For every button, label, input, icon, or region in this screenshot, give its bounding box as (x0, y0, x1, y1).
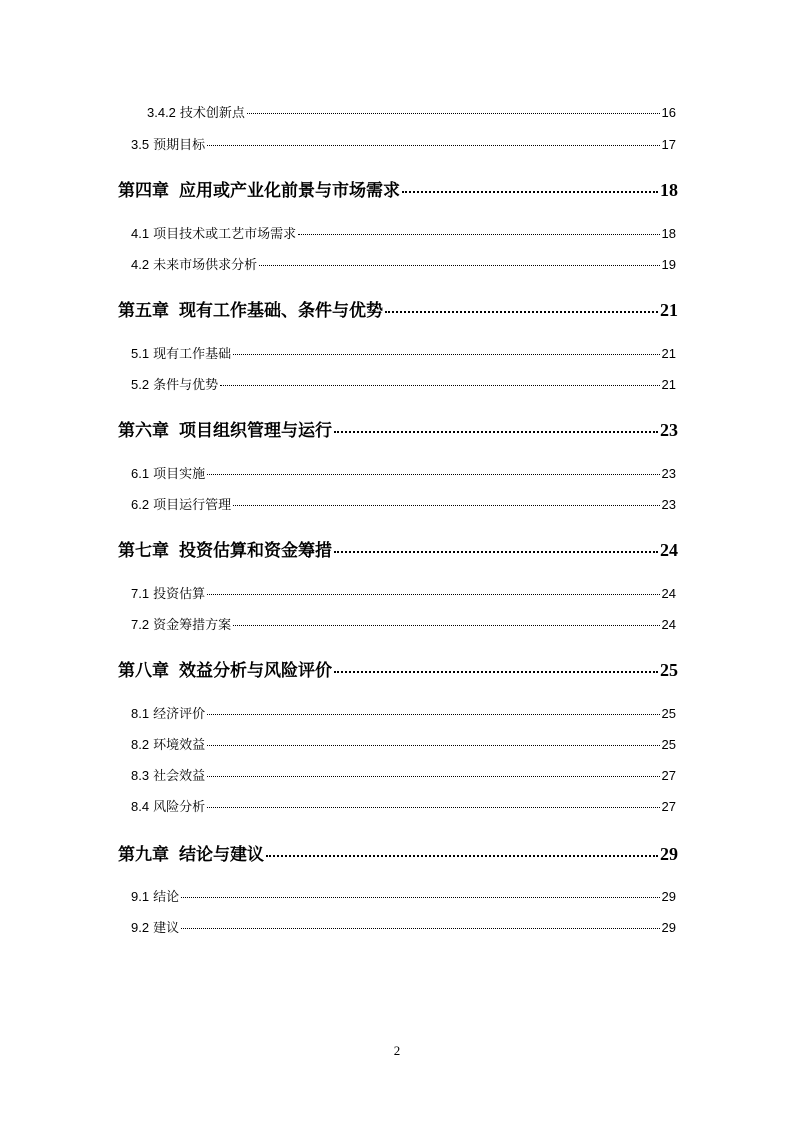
toc-entry-page: 27 (661, 799, 676, 814)
dot-leader (207, 807, 659, 808)
toc-chapter-4[interactable] (118, 176, 678, 201)
dot-leader (207, 474, 659, 475)
toc-entry-title: 建议 (153, 921, 180, 936)
toc-entry-page: 25 (661, 706, 676, 721)
dot-leader (207, 776, 659, 777)
toc-chapter-9[interactable] (118, 840, 678, 865)
toc-chapter-page: 24 (660, 540, 678, 560)
toc-entry-number: 3.4.2 (147, 105, 176, 120)
toc-chapter-title: 现有工作基础、条件与优势 (179, 301, 383, 321)
toc-entry-4-1[interactable] (131, 223, 676, 242)
toc-chapter-page: 25 (660, 660, 678, 680)
toc-entry-6-1[interactable] (131, 463, 676, 482)
toc-entry-number: 9.2 (131, 920, 150, 935)
toc-entry-9-1[interactable] (131, 886, 676, 905)
dot-leader (181, 897, 659, 898)
dot-leader (334, 671, 658, 673)
toc-entry-number: 9.1 (131, 889, 150, 904)
toc-entry-4-2[interactable] (131, 254, 676, 273)
toc-chapter-number: 第七章 (118, 541, 169, 561)
toc-entry-title: 现有工作基础 (153, 347, 232, 362)
toc-chapter-number: 第五章 (118, 301, 169, 321)
toc-entry-title: 投资估算 (153, 587, 206, 602)
toc-chapter-number: 第四章 (118, 181, 169, 201)
toc-entry-page: 25 (661, 737, 676, 752)
toc-entry-title: 条件与优势 (153, 378, 219, 393)
toc-entry-number: 7.1 (131, 586, 150, 601)
toc-entry-3-4-2[interactable] (147, 102, 676, 121)
toc-chapter-title: 投资估算和资金筹措 (179, 541, 332, 561)
toc-entry-number: 8.1 (131, 706, 150, 721)
dot-leader (233, 505, 659, 506)
toc-entry-page: 17 (661, 137, 676, 152)
toc-entry-8-3[interactable] (131, 765, 676, 784)
dot-leader (402, 191, 658, 193)
toc-chapter-7[interactable] (118, 536, 678, 561)
toc-chapter-page: 18 (660, 180, 678, 200)
toc-entry-title: 环境效益 (153, 738, 206, 753)
toc-entry-number: 5.2 (131, 377, 150, 392)
toc-entry-number: 6.1 (131, 466, 150, 481)
dot-leader (233, 354, 659, 355)
dot-leader (220, 385, 659, 386)
toc-entry-number: 8.4 (131, 799, 150, 814)
toc-entry-8-1[interactable] (131, 703, 676, 722)
toc-entry-9-2[interactable] (131, 917, 676, 936)
toc-entry-title: 结论 (153, 890, 180, 905)
dot-leader (247, 113, 660, 114)
toc-entry-title: 经济评价 (153, 707, 206, 722)
toc-entry-page: 19 (661, 257, 676, 272)
toc-entry-number: 4.2 (131, 257, 150, 272)
toc-entry-title: 项目实施 (153, 467, 206, 482)
dot-leader (385, 311, 658, 313)
toc-chapter-title: 项目组织管理与运行 (179, 421, 332, 441)
toc-entry-title: 技术创新点 (179, 106, 245, 121)
toc-entry-page: 24 (661, 617, 676, 632)
toc-entry-title: 预期目标 (153, 138, 206, 153)
dot-leader (266, 855, 658, 857)
toc-chapter-6[interactable] (118, 416, 678, 441)
toc-entry-7-1[interactable] (131, 583, 676, 602)
toc-entry-number: 6.2 (131, 497, 150, 512)
toc-chapter-title: 应用或产业化前景与市场需求 (179, 181, 400, 201)
dot-leader (207, 145, 659, 146)
toc-entry-number: 3.5 (131, 137, 150, 152)
toc-entry-page: 24 (661, 586, 676, 601)
toc-entry-number: 7.2 (131, 617, 150, 632)
dot-leader (334, 551, 658, 553)
toc-entry-5-1[interactable] (131, 343, 676, 362)
toc-entry-7-2[interactable] (131, 614, 676, 633)
toc-chapter-page: 29 (660, 844, 678, 864)
toc-entry-page: 23 (661, 497, 676, 512)
toc-entry-number: 4.1 (131, 226, 150, 241)
toc-entry-page: 16 (661, 105, 676, 120)
toc-entry-title: 资金筹措方案 (153, 618, 232, 633)
toc-entry-number: 5.1 (131, 346, 150, 361)
toc-entry-number: 8.3 (131, 768, 150, 783)
toc-entry-title: 社会效益 (153, 769, 206, 784)
toc-entry-page: 29 (661, 920, 676, 935)
toc-entry-number: 8.2 (131, 737, 150, 752)
toc-entry-title: 项目运行管理 (153, 498, 232, 513)
toc-entry-page: 29 (661, 889, 676, 904)
toc-chapter-page: 21 (660, 300, 678, 320)
toc-chapter-number: 第八章 (118, 661, 169, 681)
dot-leader (207, 594, 659, 595)
dot-leader (233, 625, 659, 626)
page-number: 2 (393, 1043, 401, 1058)
toc-chapter-number: 第六章 (118, 421, 169, 441)
toc-chapter-page: 23 (660, 420, 678, 440)
toc-entry-page: 21 (661, 377, 676, 392)
dot-leader (207, 714, 659, 715)
dot-leader (298, 234, 659, 235)
toc-entry-page: 23 (661, 466, 676, 481)
toc-chapter-title: 结论与建议 (179, 845, 264, 865)
dot-leader (207, 745, 659, 746)
toc-entry-6-2[interactable] (131, 494, 676, 513)
dot-leader (259, 265, 659, 266)
toc-chapter-5[interactable] (118, 296, 678, 321)
toc-chapter-number: 第九章 (118, 845, 169, 865)
toc-entry-title: 未来市场供求分析 (153, 258, 258, 273)
toc-entry-5-2[interactable] (131, 374, 676, 393)
toc-entry-page: 21 (661, 346, 676, 361)
toc-entry-8-4[interactable] (131, 796, 676, 815)
toc-entry-3-5[interactable] (131, 134, 676, 153)
toc-entry-title: 风险分析 (153, 800, 206, 815)
dot-leader (181, 928, 659, 929)
toc-entry-title: 项目技术或工艺市场需求 (153, 227, 297, 242)
toc-entry-page: 18 (661, 226, 676, 241)
dot-leader (334, 431, 658, 433)
toc-entry-8-2[interactable] (131, 734, 676, 753)
toc-chapter-8[interactable] (118, 656, 678, 681)
toc-chapter-title: 效益分析与风险评价 (179, 661, 332, 681)
toc-entry-page: 27 (661, 768, 676, 783)
